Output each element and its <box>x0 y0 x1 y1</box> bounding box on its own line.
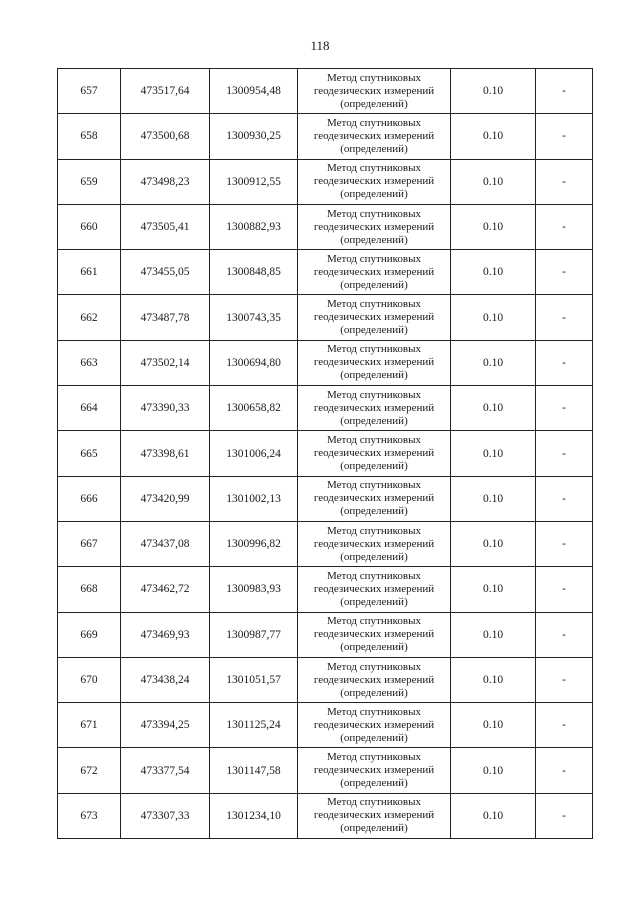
method-line: Метод спутниковых <box>327 705 421 718</box>
method-line: (определений) <box>340 641 408 654</box>
y-coordinate-cell: 1300996,82 <box>210 521 298 566</box>
point-number-cell: 666 <box>58 476 121 521</box>
x-coordinate-cell: 473455,05 <box>121 250 210 295</box>
coordinates-table <box>57 68 593 839</box>
coordinates-table-body <box>58 69 593 839</box>
page-number: 118 <box>310 38 330 53</box>
method-cell <box>298 567 451 612</box>
y-coordinate-cell: 1300882,93 <box>210 204 298 249</box>
method-line: геодезических измерений <box>313 447 435 460</box>
y-coordinate-cell: 1300743,35 <box>210 295 298 340</box>
method-line: (определений) <box>340 414 408 427</box>
note-cell: - <box>536 295 593 340</box>
method-cell <box>298 340 451 385</box>
point-number-cell: 671 <box>58 703 121 748</box>
method-cell <box>298 657 451 702</box>
x-coordinate-cell: 473498,23 <box>121 159 210 204</box>
note-cell: - <box>536 748 593 793</box>
method-line: Метод спутниковых <box>327 524 421 537</box>
table-row <box>58 657 593 702</box>
y-coordinate-cell: 1300983,93 <box>210 567 298 612</box>
method-line: Метод спутниковых <box>327 660 421 673</box>
method-cell <box>298 250 451 295</box>
y-coordinate-cell: 1301051,57 <box>210 657 298 702</box>
method-cell <box>298 204 451 249</box>
point-number-cell: 658 <box>58 114 121 159</box>
table-row <box>58 386 593 431</box>
point-number-cell: 663 <box>58 340 121 385</box>
method-line: (определений) <box>340 460 408 473</box>
note-cell: - <box>536 703 593 748</box>
point-number-cell: 664 <box>58 386 121 431</box>
table-row <box>58 69 593 114</box>
method-line: Метод спутниковых <box>327 569 421 582</box>
accuracy-cell: 0.10 <box>451 657 536 702</box>
y-coordinate-cell: 1300930,25 <box>210 114 298 159</box>
note-cell: - <box>536 567 593 612</box>
accuracy-cell: 0.10 <box>451 204 536 249</box>
point-number-cell: 661 <box>58 250 121 295</box>
method-line: (определений) <box>340 822 408 835</box>
x-coordinate-cell: 473394,25 <box>121 703 210 748</box>
method-cell <box>298 476 451 521</box>
method-cell <box>298 612 451 657</box>
x-coordinate-cell: 473505,41 <box>121 204 210 249</box>
method-line: (определений) <box>340 550 408 563</box>
method-line: (определений) <box>340 595 408 608</box>
method-line: (определений) <box>340 233 408 246</box>
method-line: Метод спутниковых <box>327 796 421 809</box>
method-line: геодезических измерений <box>313 628 435 641</box>
note-cell: - <box>536 204 593 249</box>
x-coordinate-cell: 473377,54 <box>121 748 210 793</box>
method-cell <box>298 69 451 114</box>
y-coordinate-cell: 1301006,24 <box>210 431 298 476</box>
y-coordinate-cell: 1300848,85 <box>210 250 298 295</box>
accuracy-cell: 0.10 <box>451 250 536 295</box>
table-row <box>58 204 593 249</box>
method-line: (определений) <box>340 278 408 291</box>
method-cell <box>298 386 451 431</box>
method-line: геодезических измерений <box>313 673 435 686</box>
method-line: (определений) <box>340 97 408 110</box>
y-coordinate-cell: 1301147,58 <box>210 748 298 793</box>
x-coordinate-cell: 473420,99 <box>121 476 210 521</box>
x-coordinate-cell: 473437,08 <box>121 521 210 566</box>
y-coordinate-cell: 1300987,77 <box>210 612 298 657</box>
note-cell: - <box>536 476 593 521</box>
accuracy-cell: 0.10 <box>451 793 536 838</box>
y-coordinate-cell: 1301234,10 <box>210 793 298 838</box>
method-line: геодезических измерений <box>313 265 435 278</box>
table-row <box>58 476 593 521</box>
method-line: (определений) <box>340 369 408 382</box>
accuracy-cell: 0.10 <box>451 612 536 657</box>
x-coordinate-cell: 473398,61 <box>121 431 210 476</box>
method-line: Метод спутниковых <box>327 298 421 311</box>
method-line: Метод спутниковых <box>327 207 421 220</box>
method-line: Метод спутниковых <box>327 434 421 447</box>
table-row <box>58 521 593 566</box>
table-row <box>58 340 593 385</box>
method-cell <box>298 295 451 340</box>
method-cell <box>298 431 451 476</box>
point-number-cell: 662 <box>58 295 121 340</box>
note-cell: - <box>536 114 593 159</box>
table-row <box>58 793 593 838</box>
note-cell: - <box>536 431 593 476</box>
y-coordinate-cell: 1301125,24 <box>210 703 298 748</box>
method-line: Метод спутниковых <box>327 71 421 84</box>
point-number-cell: 657 <box>58 69 121 114</box>
point-number-cell: 659 <box>58 159 121 204</box>
note-cell: - <box>536 521 593 566</box>
note-cell: - <box>536 69 593 114</box>
method-cell <box>298 159 451 204</box>
table-row <box>58 567 593 612</box>
method-line: геодезических измерений <box>313 311 435 324</box>
accuracy-cell: 0.10 <box>451 521 536 566</box>
table-row <box>58 431 593 476</box>
accuracy-cell: 0.10 <box>451 386 536 431</box>
x-coordinate-cell: 473517,64 <box>121 69 210 114</box>
accuracy-cell: 0.10 <box>451 295 536 340</box>
method-cell <box>298 703 451 748</box>
accuracy-cell: 0.10 <box>451 340 536 385</box>
y-coordinate-cell: 1300912,55 <box>210 159 298 204</box>
accuracy-cell: 0.10 <box>451 567 536 612</box>
accuracy-cell: 0.10 <box>451 703 536 748</box>
note-cell: - <box>536 340 593 385</box>
method-cell <box>298 114 451 159</box>
method-line: геодезических измерений <box>313 764 435 777</box>
y-coordinate-cell: 1300694,80 <box>210 340 298 385</box>
method-line: геодезических измерений <box>313 582 435 595</box>
note-cell: - <box>536 250 593 295</box>
table-row <box>58 250 593 295</box>
method-cell <box>298 521 451 566</box>
accuracy-cell: 0.10 <box>451 69 536 114</box>
point-number-cell: 669 <box>58 612 121 657</box>
note-cell: - <box>536 793 593 838</box>
accuracy-cell: 0.10 <box>451 476 536 521</box>
point-number-cell: 673 <box>58 793 121 838</box>
x-coordinate-cell: 473438,24 <box>121 657 210 702</box>
table-row <box>58 748 593 793</box>
x-coordinate-cell: 473502,14 <box>121 340 210 385</box>
table-row <box>58 612 593 657</box>
method-line: геодезических измерений <box>313 401 435 414</box>
method-line: геодезических измерений <box>313 356 435 369</box>
method-line: геодезических измерений <box>313 84 435 97</box>
method-line: Метод спутниковых <box>327 162 421 175</box>
y-coordinate-cell: 1300658,82 <box>210 386 298 431</box>
table-row <box>58 159 593 204</box>
table-row <box>58 114 593 159</box>
method-line: (определений) <box>340 731 408 744</box>
accuracy-cell: 0.10 <box>451 748 536 793</box>
point-number-cell: 670 <box>58 657 121 702</box>
y-coordinate-cell: 1301002,13 <box>210 476 298 521</box>
method-line: геодезических измерений <box>313 175 435 188</box>
point-number-cell: 667 <box>58 521 121 566</box>
method-line: геодезических измерений <box>313 718 435 731</box>
x-coordinate-cell: 473487,78 <box>121 295 210 340</box>
accuracy-cell: 0.10 <box>451 159 536 204</box>
accuracy-cell: 0.10 <box>451 431 536 476</box>
method-cell <box>298 748 451 793</box>
point-number-cell: 660 <box>58 204 121 249</box>
method-line: геодезических измерений <box>313 537 435 550</box>
note-cell: - <box>536 657 593 702</box>
method-line: Метод спутниковых <box>327 343 421 356</box>
table-row <box>58 295 593 340</box>
table-row <box>58 703 593 748</box>
method-line: Метод спутниковых <box>327 751 421 764</box>
point-number-cell: 672 <box>58 748 121 793</box>
point-number-cell: 668 <box>58 567 121 612</box>
method-line: геодезических измерений <box>313 809 435 822</box>
method-line: геодезических измерений <box>313 129 435 142</box>
method-line: Метод спутниковых <box>327 615 421 628</box>
method-line: Метод спутниковых <box>327 479 421 492</box>
method-line: Метод спутниковых <box>327 388 421 401</box>
method-cell <box>298 793 451 838</box>
method-line: (определений) <box>340 188 408 201</box>
note-cell: - <box>536 386 593 431</box>
note-cell: - <box>536 159 593 204</box>
method-line: Метод спутниковых <box>327 116 421 129</box>
point-number-cell: 665 <box>58 431 121 476</box>
accuracy-cell: 0.10 <box>451 114 536 159</box>
method-line: Метод спутниковых <box>327 252 421 265</box>
x-coordinate-cell: 473462,72 <box>121 567 210 612</box>
x-coordinate-cell: 473390,33 <box>121 386 210 431</box>
method-line: (определений) <box>340 142 408 155</box>
y-coordinate-cell: 1300954,48 <box>210 69 298 114</box>
method-line: (определений) <box>340 777 408 790</box>
method-line: геодезических измерений <box>313 492 435 505</box>
note-cell: - <box>536 612 593 657</box>
method-line: (определений) <box>340 686 408 699</box>
x-coordinate-cell: 473500,68 <box>121 114 210 159</box>
method-line: (определений) <box>340 505 408 518</box>
x-coordinate-cell: 473469,93 <box>121 612 210 657</box>
method-line: (определений) <box>340 324 408 337</box>
method-line: геодезических измерений <box>313 220 435 233</box>
x-coordinate-cell: 473307,33 <box>121 793 210 838</box>
